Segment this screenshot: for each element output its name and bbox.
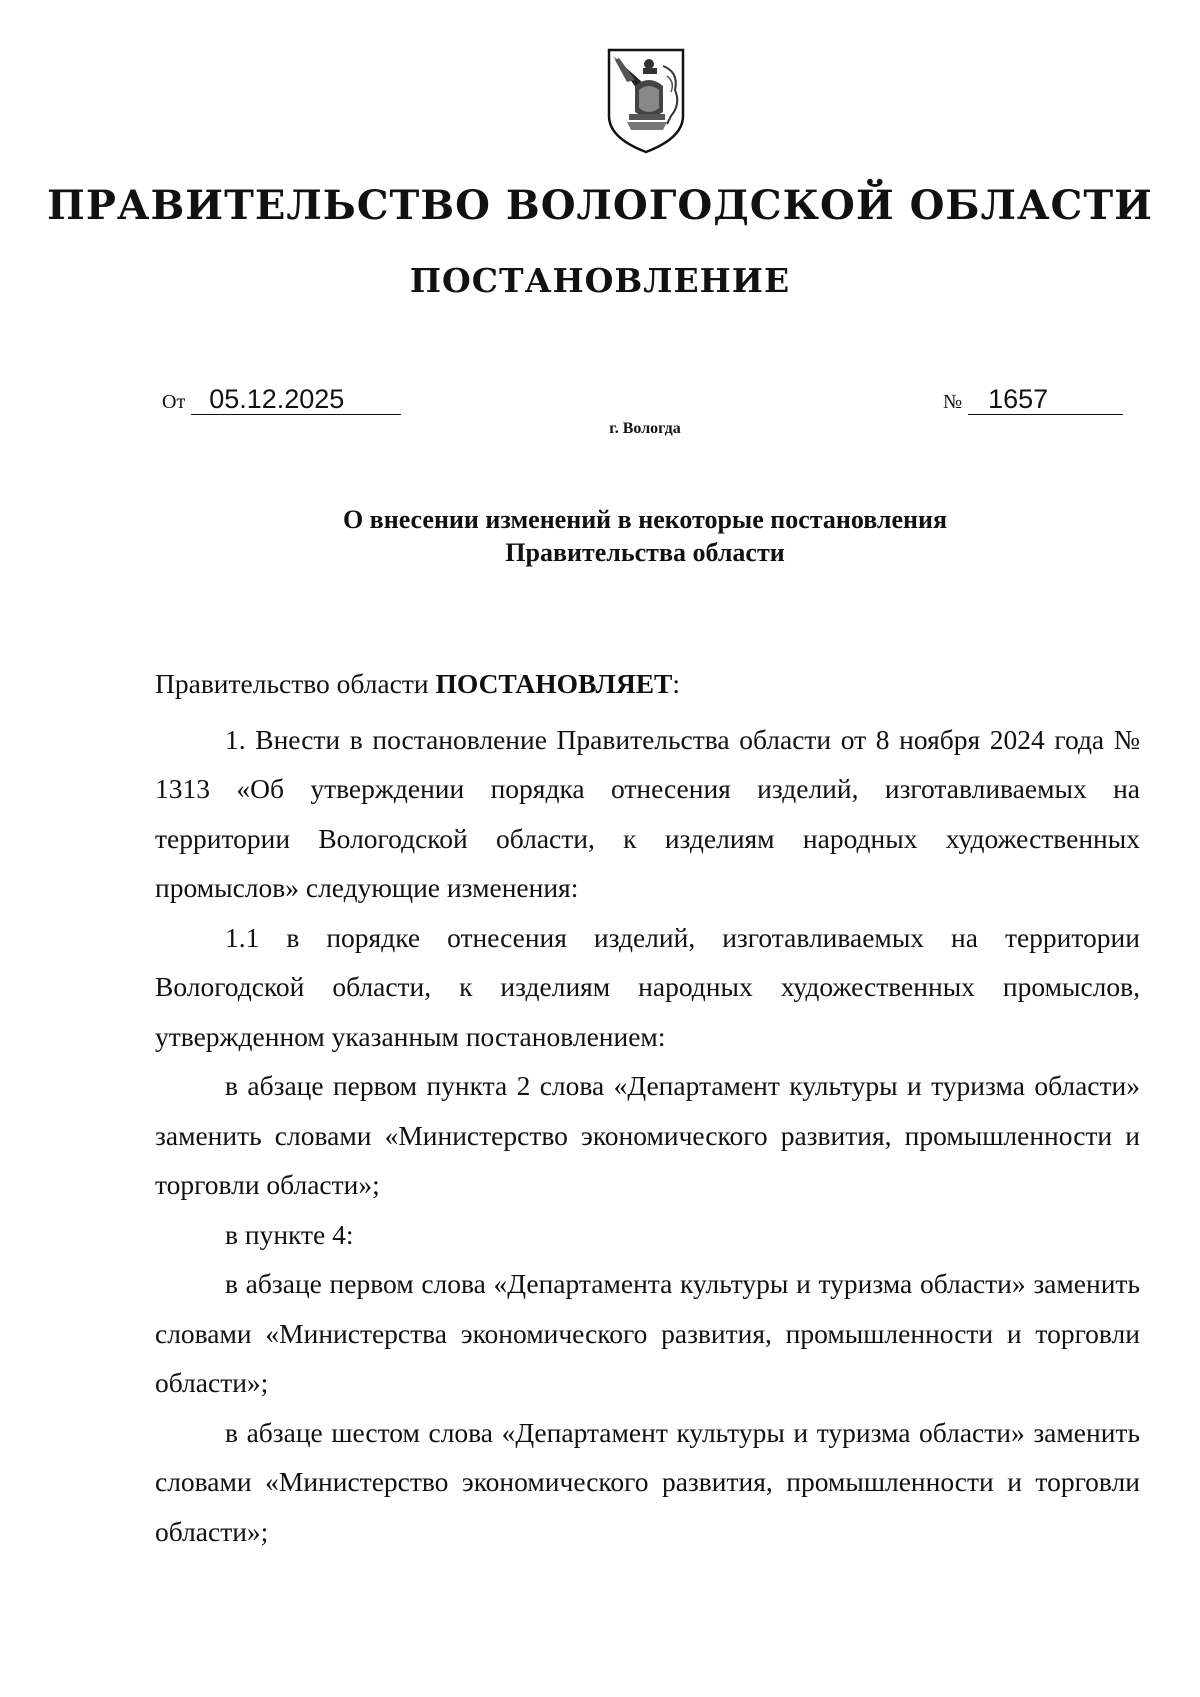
number-label: № xyxy=(943,391,963,413)
preamble xyxy=(155,659,1140,709)
paragraph-6: в абзаце шестом слова «Департамент культуры и туризма области» заменить словами «Министерство экономического развития, промышленности и торговли области»; xyxy=(155,1416,1140,1547)
paragraph-5: в абзаце первом слова «Департамента культуры и туризма области» заменить словами «Министерства экономического развития, промышленности и торговли области»; xyxy=(155,1268,1140,1398)
paragraph-1: 1. Внести в постановление Правительства области от 8 ноября 2024 года № 1313 «Об утверждении порядка отнесения изделий, изготавливаемых на территории Вологодской области, к изделиям народных художественных промыслов» следующие изменения: xyxy=(155,723,1140,903)
paragraph-4: в пункте 4: xyxy=(225,1218,354,1250)
subject-line-1: О внесении изменений в некоторые постановления xyxy=(342,505,948,534)
date-label: От xyxy=(162,391,186,413)
preamble-end: : xyxy=(672,668,681,699)
subject-line-2: Правительства области xyxy=(505,538,785,567)
preamble-text: Правительство области xyxy=(155,668,436,699)
paragraph-3: в абзаце первом пункта 2 слова «Департамент культуры и туризма области» заменить словами «Министерство экономического развития, промышленности и торговли области»; xyxy=(155,1070,1140,1200)
number-block xyxy=(943,384,1123,415)
document-date: 05.12.2025 xyxy=(191,384,401,415)
document-type: ПОСТАНОВЛЕНИЕ xyxy=(409,261,791,300)
coat-of-arms-icon xyxy=(605,46,687,156)
document-body xyxy=(155,659,1140,1556)
emblem xyxy=(605,46,687,156)
document-subject xyxy=(0,503,1200,569)
preamble-bold: ПОСТАНОВЛЯЕТ xyxy=(435,668,673,699)
government-title: ПРАВИТЕЛЬСТВО ВОЛОГОДСКОЙ ОБЛАСТИ xyxy=(47,182,1153,229)
paragraph-1-1: 1.1 в порядке отнесения изделий, изготавливаемых на территории Вологодской области, к изделиям народных художественных промыслов, утвержденном указанным постановлением: xyxy=(155,921,1140,1052)
city-label: г. Вологда xyxy=(609,420,681,437)
date-block xyxy=(162,384,401,415)
document-number: 1657 xyxy=(968,384,1123,415)
